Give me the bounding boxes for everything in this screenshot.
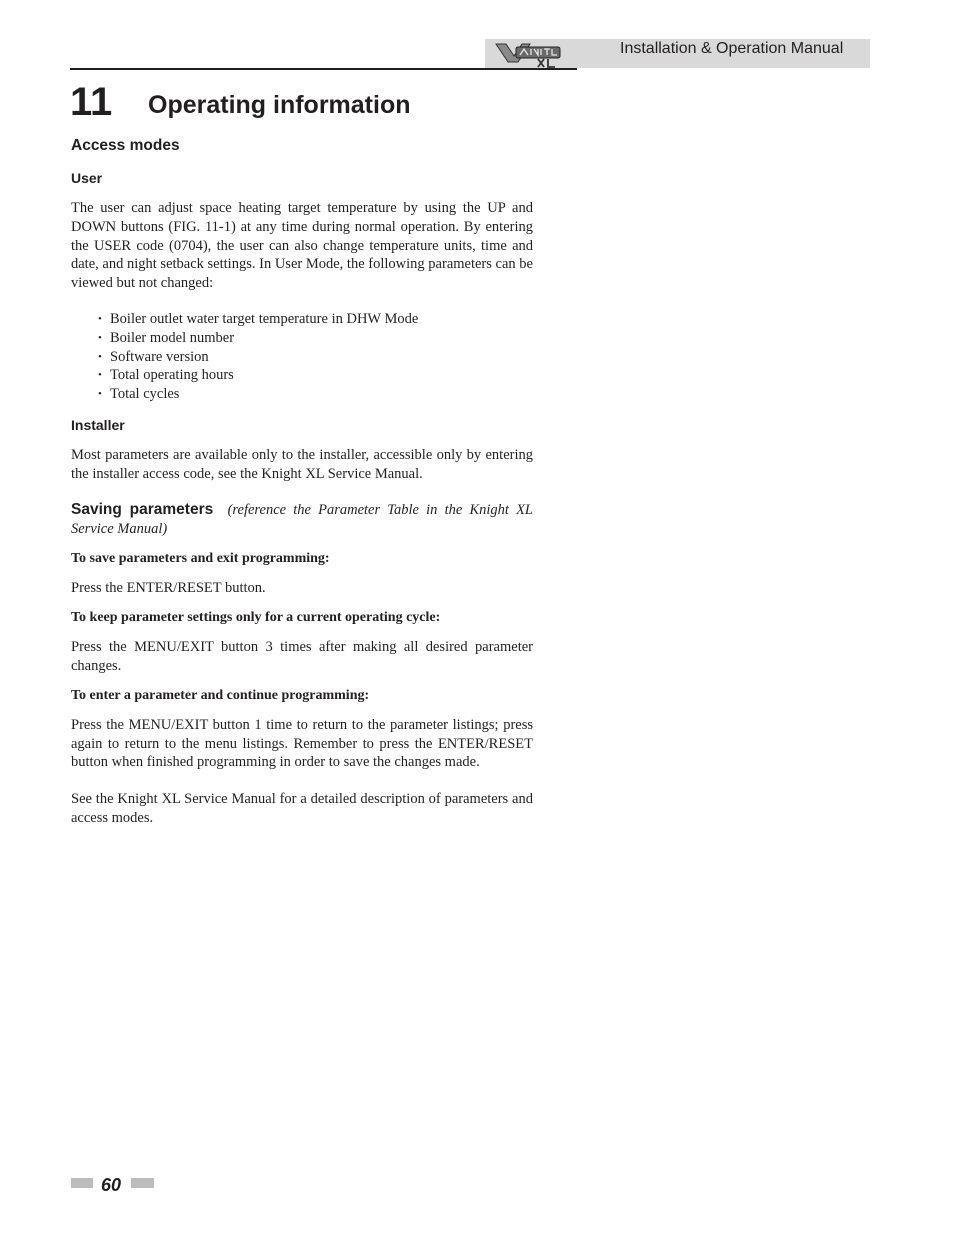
list-item: • Software version bbox=[98, 348, 533, 367]
header-rule bbox=[70, 68, 577, 70]
keep-settings-label: To keep parameter settings only for a current operating cycle: bbox=[71, 610, 441, 626]
see-manual-text: See the Knight XL Service Manual for a detailed description of parameters and access modes. bbox=[71, 791, 533, 826]
page-content bbox=[71, 136, 533, 828]
list-item: • Boiler outlet water target temperature in DHW Mode bbox=[98, 310, 533, 329]
user-paragraph: The user can adjust space heating target temperature by using the UP and DOWN buttons (FIG. 11-1) at any time during normal operation. By entering the USER code (0704), the user can also change temperature units, time and date, and night setback settings. In User Mode, the following parameters can be viewed but not changed: bbox=[71, 200, 533, 292]
saving-parameters-heading: Saving parameters bbox=[71, 500, 214, 518]
enter-parameter-label: To enter a parameter and continue programming: bbox=[71, 687, 370, 703]
installer-heading: Installer bbox=[71, 416, 125, 433]
user-parameter-list bbox=[71, 310, 533, 404]
enter-parameter-text: Press the MENU/EXIT button 1 time to return to the parameter listings; press again to return to the menu listings. Remember to press the ENTER/RESET button when finished programming in order to save the changes made. bbox=[71, 716, 533, 771]
chapter-title: Operating information bbox=[148, 91, 411, 119]
save-exit-label: To save parameters and exit programming: bbox=[71, 551, 330, 567]
list-item: • Boiler model number bbox=[98, 329, 533, 348]
list-item: • Total cycles bbox=[98, 385, 533, 404]
footer-left-bar bbox=[71, 1178, 93, 1188]
installer-paragraph: Most parameters are available only to the installer, accessible only by entering the installer access code, see the Knight XL Service Manual. bbox=[71, 446, 533, 482]
page-number: 60 bbox=[101, 1175, 122, 1195]
header-title: Installation & Operation Manual bbox=[620, 40, 844, 57]
saving-parameters-reference: (reference the Parameter Table in the Knight XL Service Manual) bbox=[71, 501, 533, 537]
chapter-number: 11 bbox=[70, 80, 113, 124]
knight-xl-logo-icon bbox=[494, 40, 570, 68]
keep-settings-text: Press the MENU/EXIT button 3 times after making all desired parameter changes. bbox=[71, 639, 533, 674]
user-heading: User bbox=[71, 170, 103, 186]
save-exit-text: Press the ENTER/RESET button. bbox=[71, 580, 266, 597]
footer-right-bar bbox=[131, 1178, 154, 1188]
list-item: • Total operating hours bbox=[98, 366, 533, 385]
access-modes-heading: Access modes bbox=[71, 137, 180, 154]
saving-parameters-block bbox=[71, 500, 533, 539]
